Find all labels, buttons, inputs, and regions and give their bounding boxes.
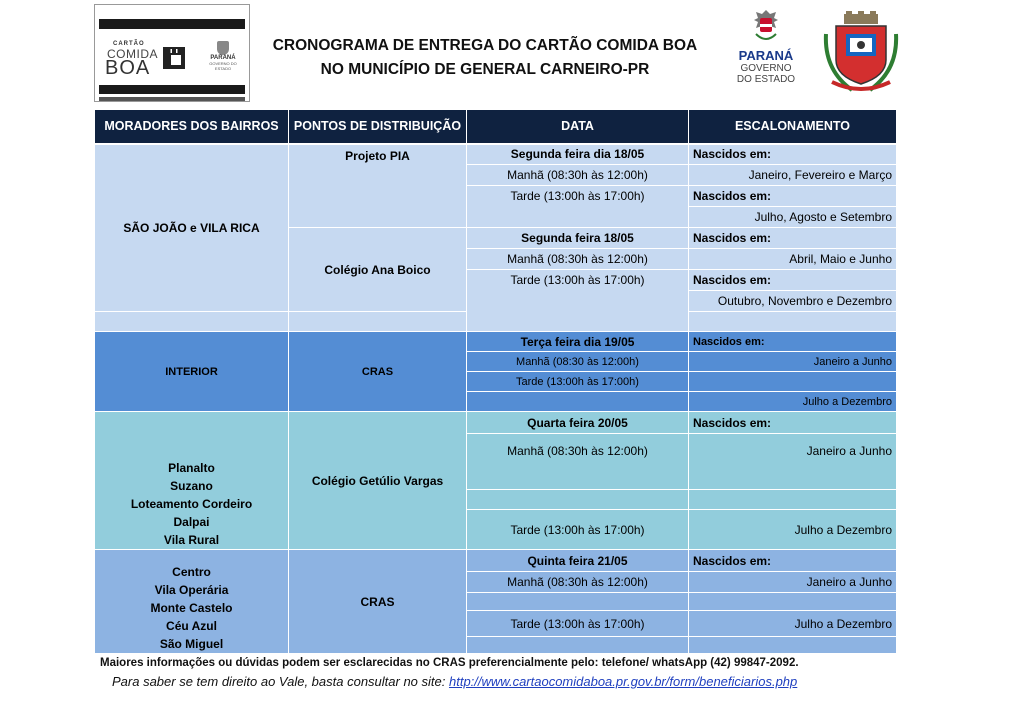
empty-cell (467, 637, 689, 654)
bairro-item: Monte Castelo (150, 601, 233, 615)
bairro-item: Loteamento Cordeiro (130, 497, 253, 511)
title-line-1: CRONOGRAMA DE ENTREGA DO CARTÃO COMIDA BOA (272, 37, 698, 54)
data-quarta-20: Quarta feira 20/05 (467, 412, 689, 434)
header-pontos: PONTOS DE DISTRIBUIÇÃO (289, 110, 467, 144)
parana-mini-crest-icon (217, 41, 229, 55)
data-segunda-18-pia: Segunda feira dia 18/05 (467, 144, 689, 165)
ponto-colegio-ana-boico: Colégio Ana Boico (289, 228, 467, 312)
ponto-projeto-pia: Projeto PIA (289, 144, 467, 228)
esc-abr-mai-jun: Abril, Maio e Junho (689, 249, 897, 270)
ponto-colegio-getulio-vargas: Colégio Getúlio Vargas (289, 412, 467, 550)
nascidos-label: Nascidos em: (689, 228, 897, 249)
data-quinta-21: Quinta feira 21/05 (467, 550, 689, 572)
esc-jul-ago-set: Julho, Agosto e Setembro (689, 207, 897, 228)
empty-cell (689, 312, 897, 332)
esc-jan-jun: Janeiro a Junho (689, 434, 897, 490)
title-line-2: NO MUNICÍPIO DE GENERAL CARNEIRO-PR (320, 61, 650, 78)
esc-jul-dez: Julho a Dezembro (689, 392, 897, 412)
footer-site-line (112, 674, 797, 689)
bairro-item: Vila Operária (154, 583, 229, 597)
empty-cell (689, 593, 897, 611)
beneficiarios-link[interactable]: http://www.cartaocomidaboa.pr.gov.br/form/beneficiarios.php (448, 674, 798, 689)
nascidos-label: Nascidos em: (689, 550, 897, 572)
data-manha: Manhã (08:30h às 12:00h) (467, 572, 689, 593)
bairro-item: Céu Azul (166, 619, 217, 633)
esc-jan-jun: Janeiro a Junho (689, 572, 897, 593)
bairros-interior: INTERIOR (95, 332, 289, 412)
parana-crest-icon (750, 8, 782, 44)
parana-governo: GOVERNO (740, 63, 792, 74)
page-title (250, 34, 720, 82)
data-manha: Manhã (08:30h às 12:00h) (467, 249, 689, 270)
data-manha: Manhã (08:30 às 12:00h) (467, 352, 689, 372)
bairro-item: Dalpai (173, 515, 210, 529)
footer-site-text: Para saber se tem direito ao Vale, basta consultar no site: (112, 674, 449, 689)
parana-governo-logo (730, 8, 802, 85)
table-row (95, 144, 897, 165)
esc-jul-dez: Julho a Dezembro (689, 611, 897, 637)
empty-cell (689, 490, 897, 510)
schedule-table (94, 109, 897, 654)
empty-cell (95, 312, 289, 332)
nascidos-label: Nascidos em: (689, 186, 897, 207)
empty-cell (467, 392, 689, 412)
empty-cell (689, 372, 897, 392)
bairro-item: Suzano (170, 479, 213, 493)
ponto-cras-interior: CRAS (289, 332, 467, 412)
bairro-item: Planalto (168, 461, 215, 475)
bairros-sao-joao-vila-rica: SÃO JOÃO e VILA RICA (95, 144, 289, 312)
table-row (95, 332, 897, 352)
ponto-cras-centro: CRAS (289, 550, 467, 654)
footer-info: Maiores informações ou dúvidas podem ser esclarecidas no CRAS preferencialmente pelo: telefone/ whatsApp (42) 99847-2092. (100, 657, 799, 669)
data-terca-19: Terça feira dia 19/05 (467, 332, 689, 352)
parana-name: PARANÁ (738, 48, 794, 63)
nascidos-label: Nascidos em: (689, 144, 897, 165)
logo-cartao-text: CARTÃO (113, 41, 145, 47)
data-tarde: Tarde (13:00h às 17:00h) (467, 186, 689, 228)
data-tarde: Tarde (13:00h às 17:00h) (467, 372, 689, 392)
header-moradores: MORADORES DOS BAIRROS (95, 110, 289, 144)
logo-boa-text: BOA (105, 57, 151, 79)
data-manha: Manhã (08:30h às 12:00h) (467, 165, 689, 186)
parana-mini-governo: GOVERNO DO ESTADO (209, 61, 237, 71)
bairros-centro-group (95, 550, 289, 654)
empty-cell (689, 637, 897, 654)
data-manha: Manhã (08:30h às 12:00h) (467, 434, 689, 490)
data-tarde: Tarde (13:00h às 17:00h) (467, 510, 689, 550)
empty-cell (467, 593, 689, 611)
parana-mini-logo (205, 41, 241, 71)
parana-estado: DO ESTADO (736, 74, 796, 85)
table-row (95, 550, 897, 572)
esc-jan-jun: Janeiro a Junho (689, 352, 897, 372)
cartao-comida-boa-logo (94, 4, 250, 102)
esc-out-nov-dez: Outubro, Novembro e Dezembro (689, 291, 897, 312)
data-segunda-18-ana-boico: Segunda feira 18/05 (467, 228, 689, 249)
header-escalonamento: ESCALONAMENTO (689, 110, 897, 144)
qr-code-icon (163, 47, 185, 69)
logo-comida-text: COMIDA (107, 47, 158, 61)
logo-bar-bottom (99, 85, 245, 94)
data-tarde: Tarde (13:00h às 17:00h) (467, 270, 689, 332)
nascidos-label: Nascidos em: (689, 332, 897, 352)
empty-cell (289, 312, 467, 332)
data-tarde: Tarde (13:00h às 17:00h) (467, 611, 689, 637)
nascidos-label: Nascidos em: (689, 270, 897, 291)
bairro-item: Centro (172, 565, 211, 579)
bairro-item: Vila Rural (163, 533, 220, 547)
municipal-coat-of-arms-icon (822, 10, 900, 96)
bairros-planalto-group (95, 412, 289, 550)
empty-cell (467, 490, 689, 510)
esc-jan-fev-mar: Janeiro, Fevereiro e Março (689, 165, 897, 186)
logo-bar-bottom-thin (99, 97, 245, 101)
esc-jul-dez: Julho a Dezembro (689, 510, 897, 550)
parana-mini-name: PARANÁ (210, 55, 236, 61)
bairro-item: São Miguel (159, 637, 224, 651)
nascidos-label: Nascidos em: (689, 412, 897, 434)
table-row (95, 412, 897, 434)
table-header-row (95, 110, 897, 144)
header-data: DATA (467, 110, 689, 144)
logo-bar-top (99, 19, 245, 29)
